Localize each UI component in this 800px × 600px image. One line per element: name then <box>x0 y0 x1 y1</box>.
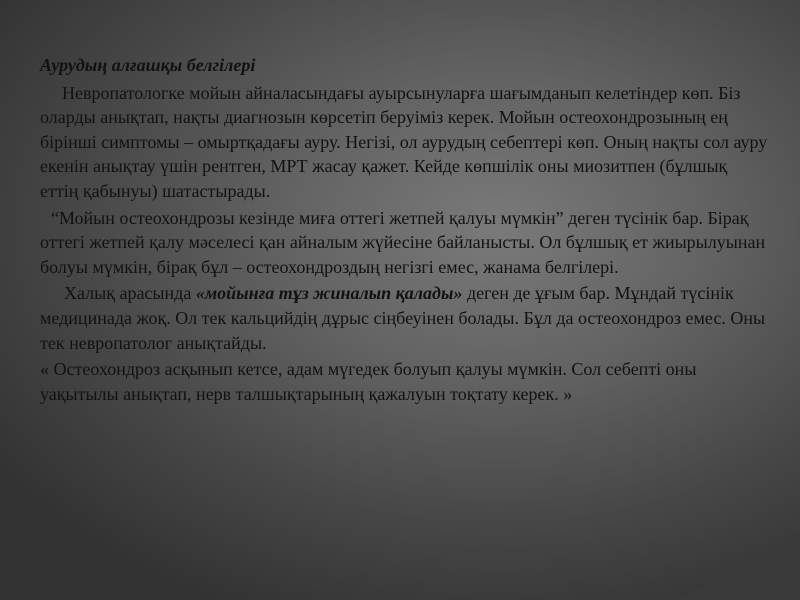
paragraph-salt-myth-start: Халық арасында <box>64 283 196 304</box>
paragraph-complications: « Остеохондроз асқынып кетсе, адам мүгедек болуып қалуы мүмкін. Сол себепті оны уақытылы анықтап, нерв талшықтарының қажалуын тоқтату керек. » <box>40 359 697 404</box>
paragraph-symptoms: Невропатологке мойын айналасындағы ауырсынуларға шағымданып келетіндер көп. Біз оларды анықтап, нақты диагнозын көрсетіп беруіміз керек. Мойын остеохондрозының ең бірінші симптомы – омыртқадағы ауру. Негізі, ол аурудың себептері көп. Оның нақты сол ауру екенін анықтау үшін рентген, МРТ жасау қажет. Кейде көпшілік оны миозитпен (бұлшық еттің қабынуы) шатастырады. <box>40 82 768 201</box>
slide-heading: Аурудың алғашқы белгілері <box>40 55 256 75</box>
slide-content <box>40 53 768 408</box>
quoted-phrase: «мойынға тұз жиналып қалады» <box>195 283 463 304</box>
corner-decoration <box>680 530 800 600</box>
paragraph-oxygen: “Мойын остеохондрозы кезінде миға оттегі жетпей қалуы мүмкін” деген түсінік бар. Бірақ оттегі жетпей қалу мәселесі қан айналым жүйесіне байланысты. Ол бұлшық ет жиырылуынан болуы мүмкін, бірақ бұл – остеохондроздың негізгі емес, жанама белгілері. <box>40 207 766 277</box>
paragraph-salt-myth-end: деген де ұғым бар. Мұндай түсінік медицинада жоқ. Ол тек кальцийдің дұрыс сіңбеуінен болады. Бұл да остеохондроз емес. Оны тек невропатолог анықтайды. <box>40 283 766 353</box>
paragraph-salt-myth <box>40 281 768 355</box>
